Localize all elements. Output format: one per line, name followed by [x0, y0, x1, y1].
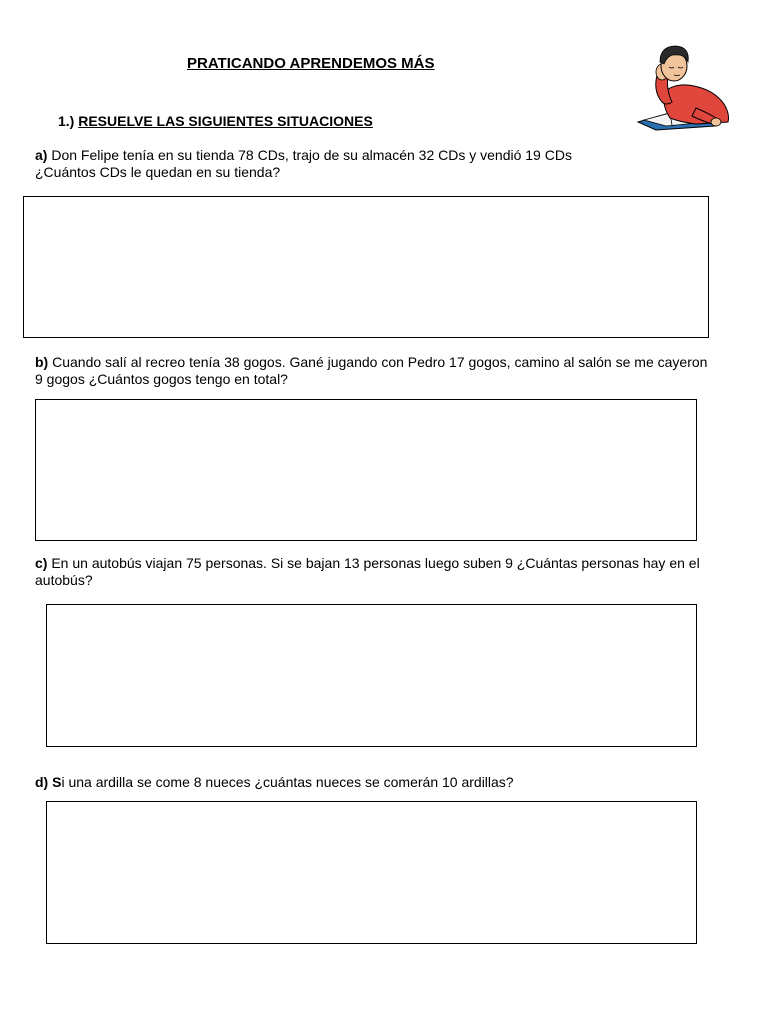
question-a-letter: a) [35, 147, 48, 163]
question-a-text: Don Felipe tenía en su tienda 78 CDs, trajo de su almacén 32 CDs y vendió 19 CDs [51, 147, 572, 163]
section-heading: RESUELVE LAS SIGUIENTES SITUACIONES [78, 113, 373, 129]
question-d-letter: d) S [35, 774, 62, 790]
question-b-letter: b) [35, 354, 49, 370]
section-header [58, 113, 373, 129]
question-c [35, 555, 720, 589]
worksheet-title: PRATICANDO APRENDEMOS MÁS [187, 55, 435, 72]
student-reading-illustration [636, 42, 734, 132]
section-number: 1.) [58, 113, 75, 129]
answer-box-b[interactable] [35, 399, 697, 541]
answer-box-a[interactable] [23, 196, 709, 338]
question-b [35, 354, 710, 388]
question-a-text-line2: ¿Cuántos CDs le quedan en su tienda? [35, 164, 281, 180]
question-c-text: En un autobús viajan 75 personas. Si se bajan 13 personas luego suben 9 ¿Cuántas personas hay en el autobús? [35, 555, 700, 588]
answer-box-c[interactable] [46, 604, 697, 747]
question-a [35, 147, 695, 181]
question-c-letter: c) [35, 555, 48, 571]
question-d [35, 774, 715, 791]
answer-box-d[interactable] [46, 801, 697, 944]
question-b-text: Cuando salí al recreo tenía 38 gogos. Gané jugando con Pedro 17 gogos, camino al salón se me cayeron 9 gogos ¿Cuántos gogos tengo en total? [35, 354, 708, 387]
question-d-text: i una ardilla se come 8 nueces ¿cuántas nueces se comerán 10 ardillas? [61, 774, 514, 790]
